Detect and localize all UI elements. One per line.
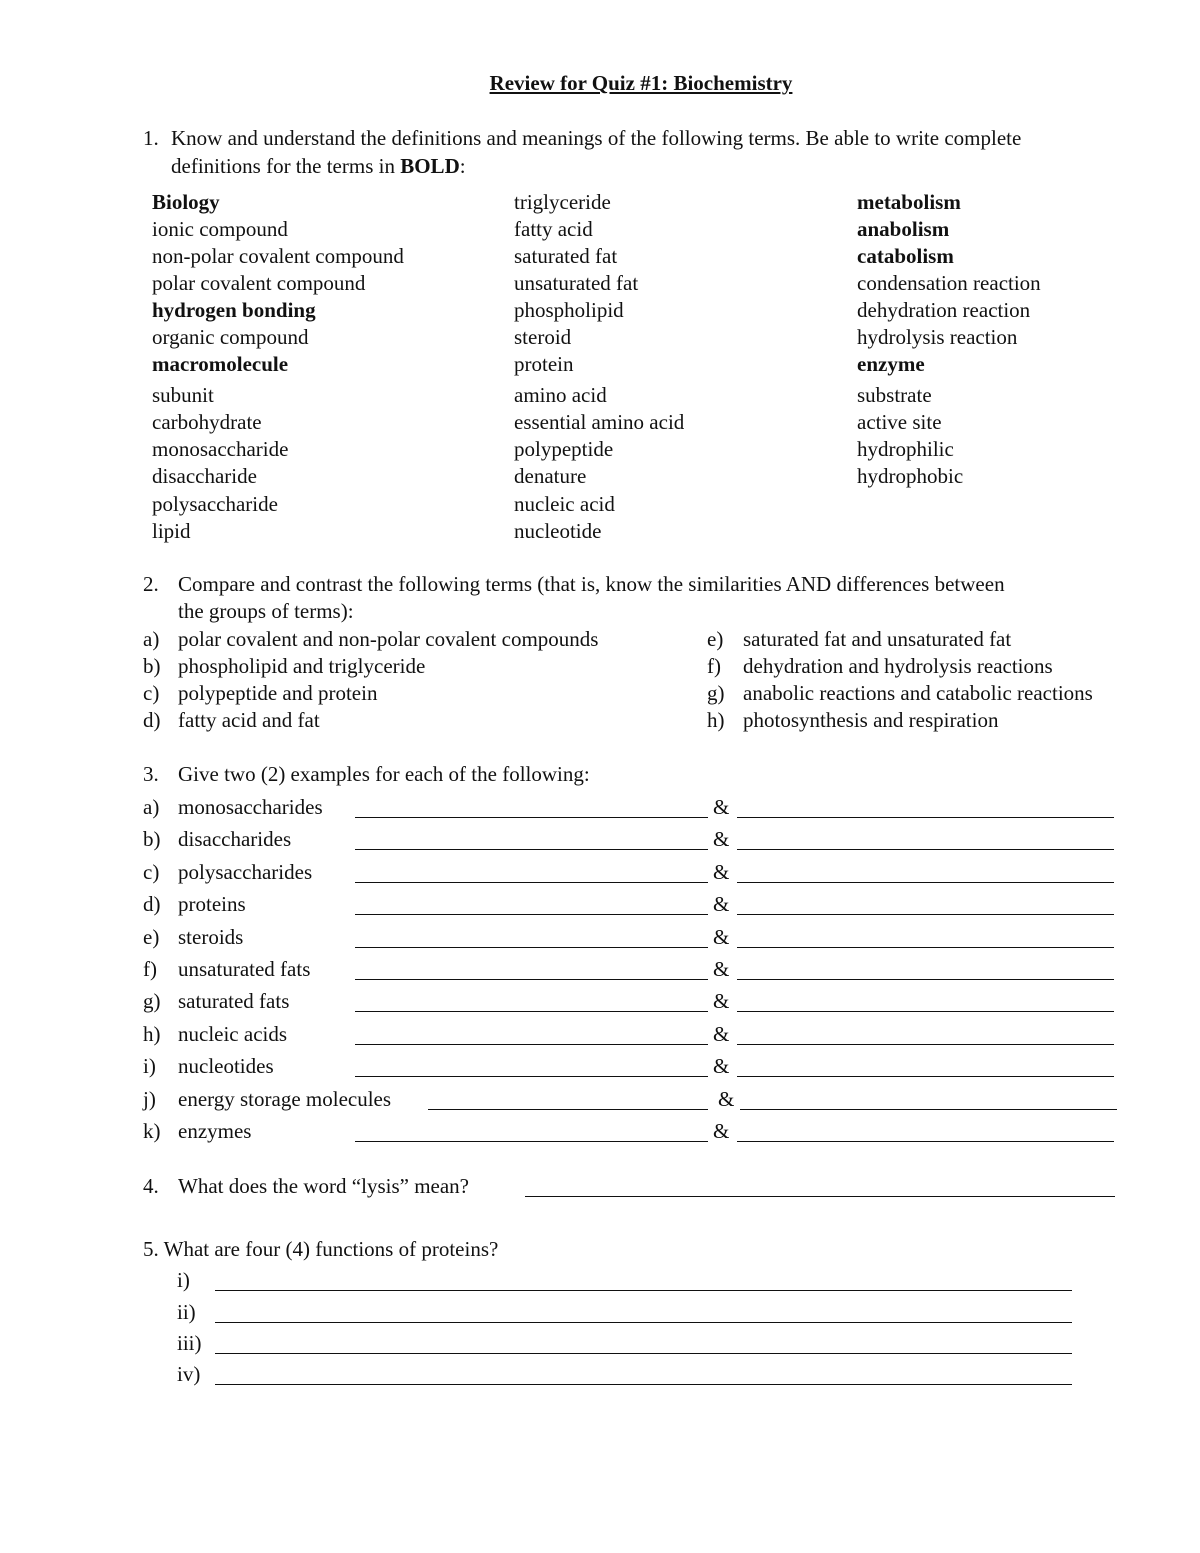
example-blank-2[interactable] (737, 896, 1114, 915)
term-item: organic compound (152, 325, 309, 349)
example-blank-1[interactable] (355, 831, 708, 850)
q4-number: 4. (143, 1174, 159, 1198)
compare-letter: h) (707, 708, 725, 732)
q2-instructions-line1: Compare and contrast the following terms (that is, know the similarities AND differences between (178, 572, 1005, 596)
q1-number: 1. (143, 126, 159, 150)
example-letter: i) (143, 1054, 156, 1078)
ampersand: & (713, 957, 730, 981)
q4-answer-blank[interactable] (525, 1178, 1115, 1197)
term-item: polar covalent compound (152, 271, 366, 295)
ampersand: & (713, 860, 730, 884)
term-item: polysaccharide (152, 492, 278, 516)
compare-letter: e) (707, 627, 724, 651)
example-letter: d) (143, 892, 161, 916)
compare-letter: g) (707, 681, 725, 705)
example-label: enzymes (178, 1119, 252, 1143)
example-letter: e) (143, 925, 160, 949)
example-label: saturated fats (178, 989, 290, 1013)
example-blank-2[interactable] (740, 1091, 1117, 1110)
term-item: hydrolysis reaction (857, 325, 1018, 349)
compare-letter: d) (143, 708, 161, 732)
example-blank-2[interactable] (737, 929, 1114, 948)
term-item: hydrophobic (857, 464, 964, 488)
example-blank-2[interactable] (737, 1026, 1114, 1045)
ampersand: & (713, 989, 730, 1013)
example-letter: h) (143, 1022, 161, 1046)
term-item: dehydration reaction (857, 298, 1031, 322)
term-item: hydrophilic (857, 437, 954, 461)
compare-letter: c) (143, 681, 160, 705)
function-number: iii) (177, 1331, 202, 1355)
compare-letter: a) (143, 627, 160, 651)
example-blank-2[interactable] (737, 799, 1114, 818)
term-item: hydrogen bonding (152, 298, 316, 322)
example-blank-2[interactable] (737, 831, 1114, 850)
term-item: denature (514, 464, 587, 488)
term-item: metabolism (857, 190, 961, 214)
compare-letter: f) (707, 654, 721, 678)
term-item: carbohydrate (152, 410, 262, 434)
example-label: unsaturated fats (178, 957, 311, 981)
example-letter: a) (143, 795, 160, 819)
compare-item: dehydration and hydrolysis reactions (743, 654, 1053, 678)
term-item: substrate (857, 383, 932, 407)
compare-item: fatty acid and fat (178, 708, 320, 732)
compare-item: anabolic reactions and catabolic reactions (743, 681, 1093, 705)
ampersand: & (713, 1022, 730, 1046)
term-item: disaccharide (152, 464, 257, 488)
compare-letter: b) (143, 654, 161, 678)
function-blank[interactable] (215, 1304, 1072, 1323)
q3-number: 3. (143, 762, 159, 786)
q1-instructions-line1: Know and understand the definitions and meanings of the following terms. Be able to write complete (171, 126, 1022, 150)
compare-item: photosynthesis and respiration (743, 708, 999, 732)
term-item: triglyceride (514, 190, 611, 214)
ampersand: & (718, 1087, 735, 1111)
compare-item: polypeptide and protein (178, 681, 378, 705)
example-label: monosaccharides (178, 795, 323, 819)
q2-instructions-line2: the groups of terms): (178, 599, 354, 623)
ampersand: & (713, 892, 730, 916)
example-blank-1[interactable] (355, 961, 708, 980)
term-item: amino acid (514, 383, 607, 407)
term-item: catabolism (857, 244, 954, 268)
term-item: enzyme (857, 352, 925, 376)
example-blank-1[interactable] (355, 799, 708, 818)
term-item: essential amino acid (514, 410, 685, 434)
term-item: subunit (152, 383, 214, 407)
term-item: protein (514, 352, 574, 376)
term-item: unsaturated fat (514, 271, 639, 295)
term-item: nucleic acid (514, 492, 615, 516)
example-blank-1[interactable] (355, 1123, 708, 1142)
function-number: iv) (177, 1362, 201, 1386)
example-blank-1[interactable] (355, 1026, 708, 1045)
compare-item: phospholipid and triglyceride (178, 654, 426, 678)
function-blank[interactable] (215, 1272, 1072, 1291)
term-item: phospholipid (514, 298, 624, 322)
q1-instructions-line2 (171, 156, 466, 177)
example-letter: j) (143, 1087, 156, 1111)
term-item: monosaccharide (152, 437, 289, 461)
term-item: condensation reaction (857, 271, 1041, 295)
term-item: active site (857, 410, 942, 434)
ampersand: & (713, 827, 730, 851)
term-item: polypeptide (514, 437, 614, 461)
q2-number: 2. (143, 572, 159, 596)
page-title: Review for Quiz #1: Biochemistry (489, 71, 793, 95)
example-letter: g) (143, 989, 161, 1013)
example-blank-1[interactable] (355, 864, 708, 883)
example-blank-2[interactable] (737, 1058, 1114, 1077)
q4-prompt: What does the word “lysis” mean? (178, 1174, 469, 1198)
q1-instructions-prefix: definitions for the terms in (171, 154, 401, 178)
example-label: nucleotides (178, 1054, 274, 1078)
example-blank-2[interactable] (737, 961, 1114, 980)
q5-prompt: 5. What are four (4) functions of proteins? (143, 1237, 499, 1261)
term-item: ionic compound (152, 217, 288, 241)
compare-item: saturated fat and unsaturated fat (743, 627, 1012, 651)
function-blank[interactable] (215, 1335, 1072, 1354)
q3-prompt: Give two (2) examples for each of the following: (178, 762, 590, 786)
example-blank-2[interactable] (737, 993, 1114, 1012)
function-blank[interactable] (215, 1366, 1072, 1385)
example-letter: f) (143, 957, 157, 981)
term-item: anabolism (857, 217, 950, 241)
example-blank-1[interactable] (355, 1058, 708, 1077)
term-item: steroid (514, 325, 572, 349)
example-label: steroids (178, 925, 244, 949)
example-label: polysaccharides (178, 860, 313, 884)
example-label: energy storage molecules (178, 1087, 392, 1111)
term-item: Biology (152, 190, 220, 214)
term-item: fatty acid (514, 217, 593, 241)
example-label: disaccharides (178, 827, 292, 851)
example-letter: b) (143, 827, 161, 851)
term-item: saturated fat (514, 244, 618, 268)
example-blank-1[interactable] (355, 929, 708, 948)
ampersand: & (713, 1054, 730, 1078)
example-blank-1[interactable] (428, 1091, 708, 1110)
example-blank-1[interactable] (355, 896, 708, 915)
example-letter: c) (143, 860, 160, 884)
q1-instructions-bold: BOLD (400, 154, 460, 178)
function-number: i) (177, 1268, 190, 1292)
example-letter: k) (143, 1119, 161, 1143)
example-blank-2[interactable] (737, 864, 1114, 883)
ampersand: & (713, 1119, 730, 1143)
example-label: proteins (178, 892, 246, 916)
example-blank-1[interactable] (355, 993, 708, 1012)
example-label: nucleic acids (178, 1022, 288, 1046)
term-item: nucleotide (514, 519, 602, 543)
ampersand: & (713, 795, 730, 819)
term-item: lipid (152, 519, 191, 543)
example-blank-2[interactable] (737, 1123, 1114, 1142)
term-item: non-polar covalent compound (152, 244, 404, 268)
compare-item: polar covalent and non-polar covalent compounds (178, 627, 599, 651)
term-item: macromolecule (152, 352, 289, 376)
q1-instructions-suffix: : (459, 154, 466, 178)
function-number: ii) (177, 1300, 196, 1324)
ampersand: & (713, 925, 730, 949)
